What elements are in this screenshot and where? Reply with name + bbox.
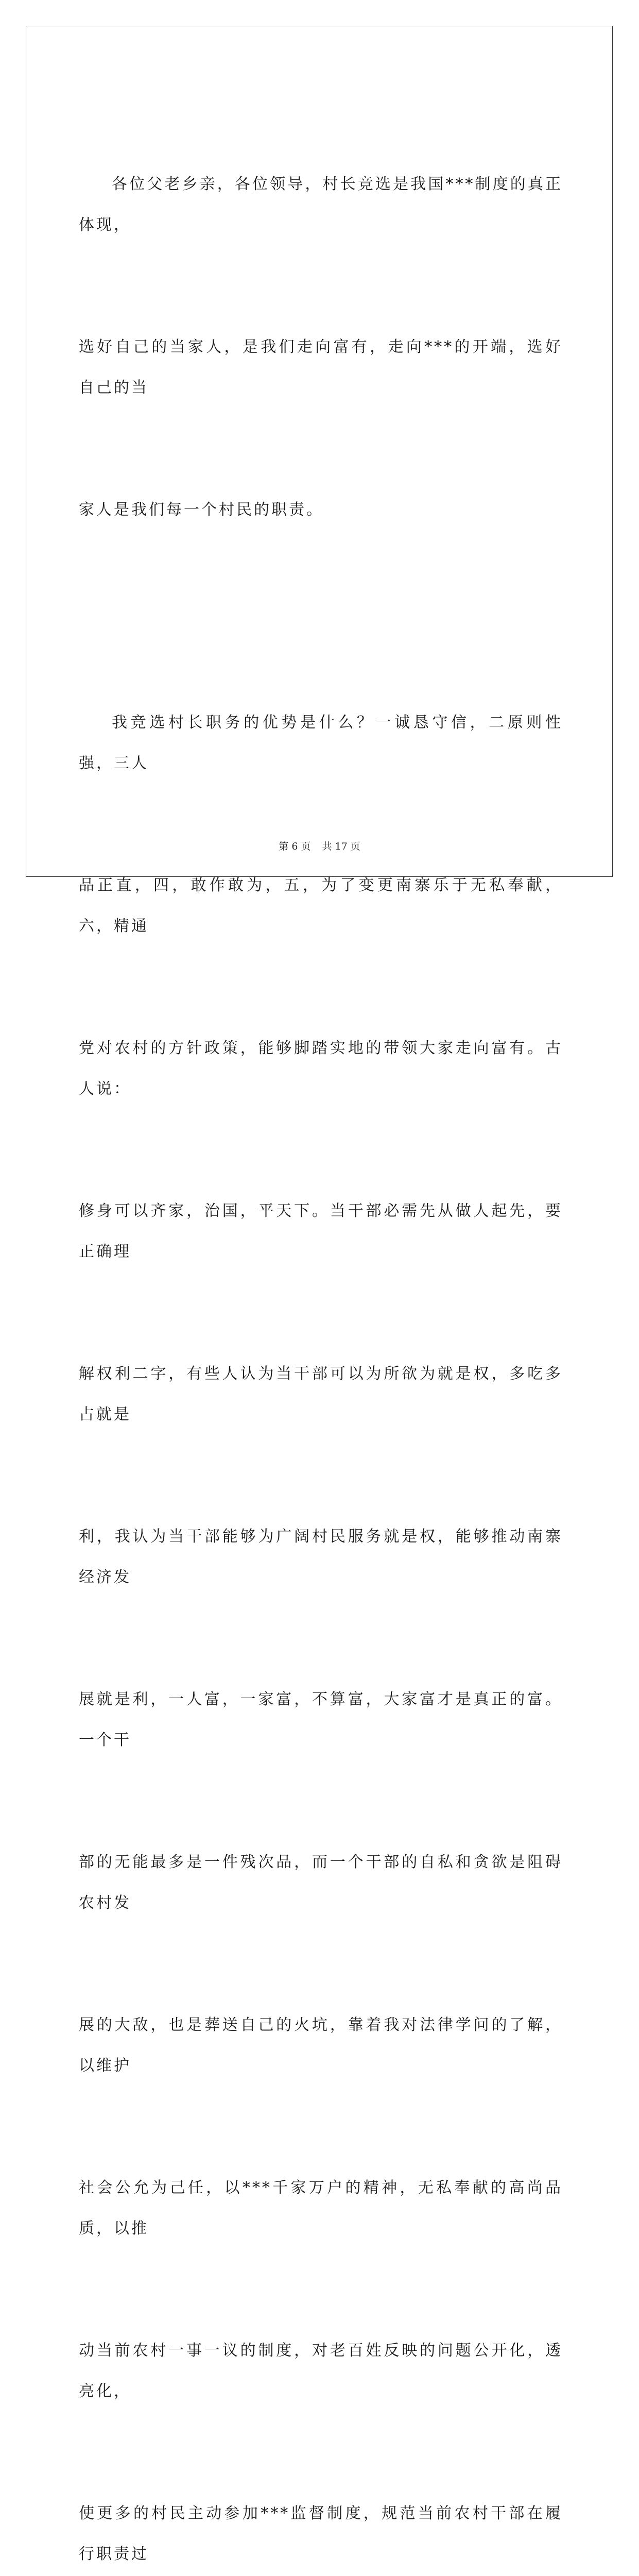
paragraph-line: 展的大敌，也是葬送自己的火坑，靠着我对法律学问的了解，以维护 <box>79 2016 563 2075</box>
document-body <box>79 82 563 2576</box>
paragraph-line: 使更多的村民主动参加***监督制度，规范当前农村干部在履行职责过 <box>79 2504 563 2563</box>
paragraph-line: 动当前农村一事一议的制度，对老百姓反映的问题公开化，透亮化， <box>79 2342 563 2400</box>
paragraph-2 <box>79 621 563 2576</box>
paragraph-line: 修身可以齐家，治国，平天下。当干部必需先从做人起先，要正确理 <box>79 1202 563 1261</box>
paragraph-line: 社会公允为己任，以***千家万户的精神，无私奉献的高尚品质，以推 <box>79 2179 563 2238</box>
page-number: 第 6 页 <box>279 841 311 852</box>
paragraph-line: 家人是我们每一个村民的职责。 <box>79 501 324 519</box>
page-total: 共 17 页 <box>322 841 360 852</box>
paragraph-line: 各位父老乡亲，各位领导，村长竞选是我国***制度的真正体现， <box>79 175 563 234</box>
page-footer <box>0 839 639 853</box>
paragraph-line: 展就是利，一人富，一家富，不算富，大家富才是真正的富。一个干 <box>79 1690 563 1749</box>
paragraph-line: 利，我认为当干部能够为广阔村民服务就是权，能够推动南寨经济发 <box>79 1528 563 1586</box>
paragraph-line: 解权利二字，有些人认为当干部可以为所欲为就是权，多吃多占就是 <box>79 1365 563 1423</box>
paragraph-line: 品正直，四，敢作敢为，五，为了变更南寨乐于无私奉献，六，精通 <box>79 876 563 935</box>
paragraph-line: 选好自己的当家人，是我们走向富有，走向***的开端，选好自己的当 <box>79 338 563 397</box>
paragraph-1 <box>79 82 563 612</box>
paragraph-line: 党对农村的方针政策，能够脚踏实地的带领大家走向富有。古人说： <box>79 1039 563 1098</box>
paragraph-line: 我竞选村长职务的优势是什么？一诚恳守信，二原则性强，三人 <box>79 714 563 772</box>
paragraph-line: 部的无能最多是一件残次品，而一个干部的自私和贪欲是阻碍农村发 <box>79 1853 563 1912</box>
